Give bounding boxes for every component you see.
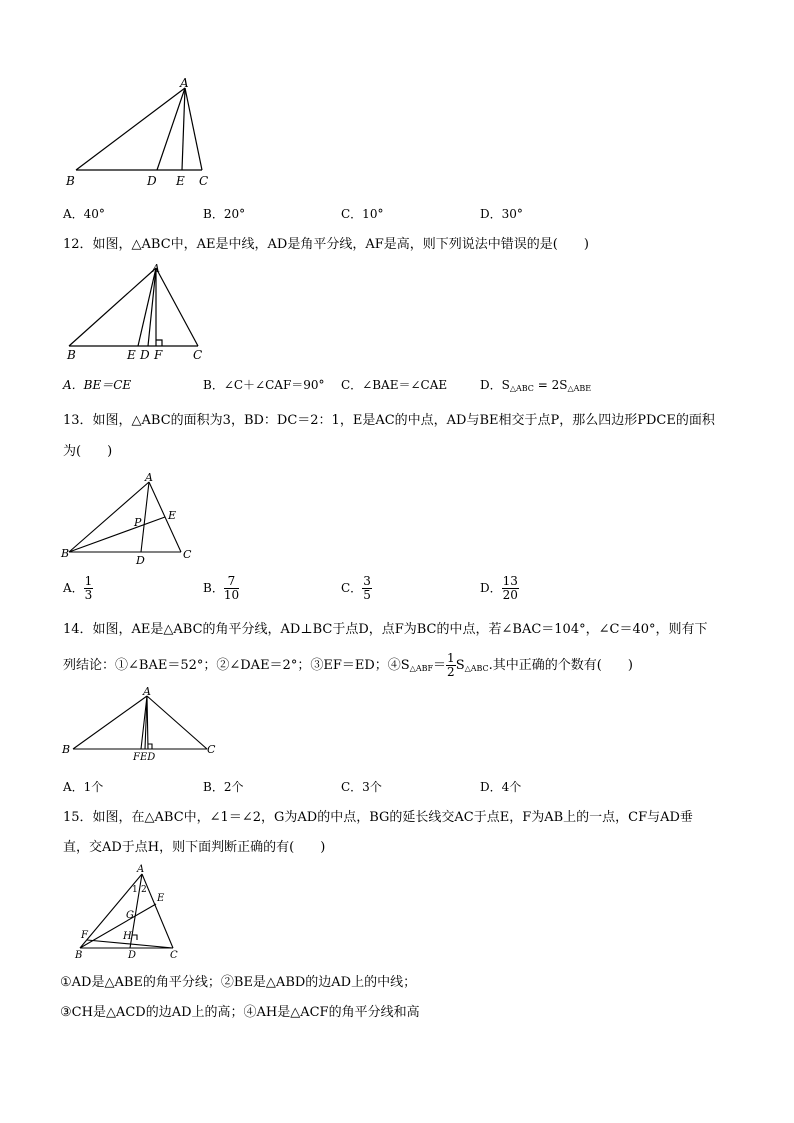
q14-option-d: D．4个 [480, 780, 522, 794]
q14-sub2: △ABC [464, 664, 489, 673]
q13-option-c [341, 575, 372, 602]
question-12-text: 12．如图，△ABC中，AE是中线，AD是角平分线，AF是高，则下列说法中错误的是( ) [63, 237, 589, 252]
label-D: D [136, 554, 145, 567]
label-B: B [67, 348, 76, 362]
q13-option-d-label: D． [480, 581, 502, 595]
q12-option-b: B．∠C＋∠CAF＝90° [203, 378, 325, 392]
question-13-line1: 13．如图，△ABC的面积为3，BD：DC＝2：1，E是AC的中点，AD与BE相交于点P，那么四边形PDCE的面积 [63, 413, 715, 428]
label-A: A [145, 471, 153, 484]
q13-option-a-label: A． [63, 581, 84, 595]
label-E: E [127, 348, 136, 362]
label-angle-2: 2 [141, 885, 147, 895]
q12-option-d-sub2: △ABE [567, 384, 592, 393]
q13-option-c-label: C． [341, 581, 363, 595]
denominator: 2 [447, 665, 455, 679]
label-FED: FED [133, 752, 156, 763]
question-14-line2 [63, 652, 633, 679]
q13-option-d [480, 575, 519, 602]
q13-option-a [63, 575, 93, 602]
label-A: A [143, 685, 151, 698]
numerator: 7 [224, 575, 239, 589]
q11-option-b: B．20° [203, 207, 246, 221]
q14-fraction [446, 652, 456, 679]
numerator: 1 [84, 574, 93, 588]
q13-option-b [203, 575, 239, 602]
numerator: 13 [502, 574, 518, 588]
q12-option-d-mid: = 2S [533, 378, 568, 392]
q14-sub1: △ABF [409, 664, 434, 673]
figure-q14 [60, 685, 220, 765]
label-P: P [134, 516, 142, 529]
q14-text-a: 列结论：①∠BAE＝52°；②∠DAE＝2°；③EF＝ED；④S [63, 658, 410, 673]
q14-option-c: C．3个 [341, 780, 382, 794]
numerator: 1 [447, 651, 455, 665]
label-B: B [66, 174, 75, 188]
label-B: B [61, 547, 70, 560]
q15-statements-line1: ①AD是△ABE的角平分线；②BE是△ABD的边AD上的中线； [60, 975, 417, 990]
denominator: 10 [223, 588, 240, 602]
question-13-line2: 为( ) [63, 444, 113, 459]
q11-option-d: D．30° [480, 207, 523, 221]
q12-option-a: A．BE＝CE [63, 378, 132, 392]
label-E: E [176, 174, 185, 188]
q13-option-c-fraction [362, 575, 372, 602]
figure-q13 [60, 470, 210, 570]
q12-option-d-sub1: △ABC [509, 384, 534, 393]
label-B: B [62, 743, 71, 756]
q13-option-b-label: B． [203, 581, 224, 595]
label-E: E [157, 893, 165, 904]
label-C: C [193, 348, 203, 362]
figure-q11 [60, 75, 230, 190]
question-15-line2: 直，交AD于点H，则下面判断正确的有( ) [63, 840, 326, 855]
label-C: C [207, 743, 216, 756]
q13-option-a-fraction [84, 575, 94, 602]
q14-option-a: A．1个 [63, 780, 104, 794]
question-14-line1: 14．如图，AE是△ABC的角平分线，AD⊥BC于点D，点F为BC的中点，若∠BAC＝104°，∠C＝40°，则有下 [63, 622, 708, 637]
denominator: 5 [363, 588, 371, 602]
label-G: G [126, 910, 134, 921]
q14-text-c: S [455, 658, 465, 673]
q12-option-d-prefix: D．S [480, 378, 510, 392]
q11-option-a: A．40° [63, 207, 105, 221]
numerator: 3 [363, 574, 371, 588]
figure-q12 [60, 262, 220, 362]
q13-option-b-fraction [224, 575, 239, 602]
label-D: D [147, 174, 157, 188]
label-F: F [154, 348, 163, 362]
label-C: C [183, 548, 192, 561]
label-D: D [140, 348, 150, 362]
q14-text-d: .其中正确的个数有( ) [488, 658, 633, 673]
q14-option-b: B．2个 [203, 780, 244, 794]
label-D: D [128, 950, 137, 961]
label-F: F [81, 930, 88, 941]
q11-option-c: C．10° [341, 207, 384, 221]
q12-option-c: C．∠BAE＝∠CAE [341, 378, 448, 392]
label-B: B [75, 950, 83, 961]
q15-statements-line2: ③CH是△ACD的边AD上的高；④AH是△ACF的角平分线和高 [60, 1005, 420, 1020]
denominator: 20 [502, 588, 518, 602]
label-A: A [180, 76, 189, 90]
label-angle-1: 1 [132, 885, 138, 895]
q13-option-d-fraction [502, 575, 519, 602]
q12-option-d [480, 376, 591, 393]
denominator: 3 [84, 588, 93, 602]
q14-text-b: ＝ [433, 658, 447, 673]
label-A: A [137, 864, 145, 875]
label-C: C [170, 950, 178, 961]
label-H: H [123, 931, 132, 942]
label-A: A [152, 262, 160, 275]
label-C: C [199, 174, 209, 188]
question-15-line1: 15．如图，在△ABC中，∠1＝∠2，G为AD的中点，BG的延长线交AC于点E，F为AB上的一点，CF与AD垂 [63, 810, 693, 825]
label-E: E [168, 509, 177, 522]
figure-q15 [60, 858, 190, 968]
